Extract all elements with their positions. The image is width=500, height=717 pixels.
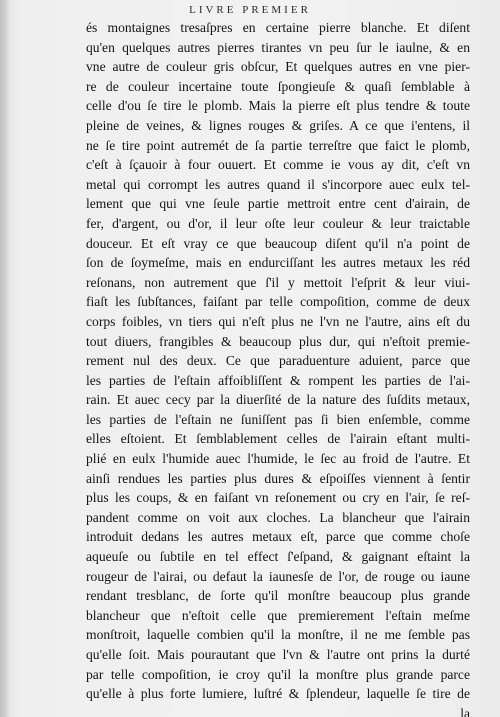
text-line: rendant tresblanc, de ſorte qu'il monſtre beaucoup plus grande xyxy=(86,588,470,604)
text-line: par telle compoſition, ie croy qu'il la monſtre plus grande parce xyxy=(86,666,470,682)
text-line: qu'en quelques autres pierres tirantes vn peu ſur le iaulne, & en xyxy=(86,39,470,55)
text-line: ainſi rendues les parties plus dures & eſpoiſſes viennent à ſentir xyxy=(86,470,470,486)
text-line: pleine de veines, & lignes rouges & griſes. A ce que i'entens, il xyxy=(86,117,470,133)
text-line: rement nul des deux. Ce que paraduenture aduient, parce que xyxy=(86,353,470,369)
text-line: monſtroit, laquelle combien qu'il la monſtre, il ne me ſemble pas xyxy=(86,627,470,643)
text-line: corps foibles, vn tiers qui n'eſt plus ne l'vn ne l'autre, ains eſt du xyxy=(86,313,470,329)
text-line: celle d'ou ſe tire le plomb. Mais la pierre eſt plus tendre & toute xyxy=(86,98,470,114)
running-head: LIVRE PREMIER xyxy=(189,4,311,16)
text-line: fiaſt les ſubſtances, faiſant par telle compoſition, comme de deux xyxy=(86,294,470,310)
text-line: elles eſtoient. Et ſemblablement celles de l'airain eſtant multi- xyxy=(86,431,470,447)
text-line: plus les coups, & en faiſant vn reſonement ou cry en l'air, ſe reſ- xyxy=(86,490,470,506)
text-line: douceur. Et eſt vray ce que beaucoup diſent qu'il n'a point de xyxy=(86,235,470,251)
text-line: lement que qui vne ſeule partie mettroit entre cent d'airain, de xyxy=(86,196,470,212)
text-line: tout diuers, frangibles & beaucoup plus dur, qui n'eſtoit premie- xyxy=(86,333,470,349)
text-line: qu'elle ſoit. Mais pourautant que l'vn & l'autre ont prins la durté xyxy=(86,647,470,662)
text-line: pandent comme on voit aux cloches. La blancheur que l'airain xyxy=(86,509,470,525)
binding-shadow xyxy=(0,0,10,717)
text-line: les parties de l'eſtain ne ſuniſſent pas ſi bien enſemble, comme xyxy=(86,411,470,427)
text-line: ne ſe tire point autremét de ſa partie terreſtre que faict le plomb, xyxy=(86,137,470,153)
text-line: c'eſt à ſçauoir à four ouuert. Et comme ie vous ay dit, c'eſt vn xyxy=(86,157,470,173)
catchword: la xyxy=(460,705,470,717)
text-line: reſonans, non autrement que ſ'il y mettoit l'eſprit & leur viui- xyxy=(86,274,470,290)
text-line: blancheur que n'eſtoit celle que premierement l'eſtain meſme xyxy=(86,607,470,623)
text-line: fer, d'argent, ou d'or, il leur oſte leur couleur & leur traictable xyxy=(86,215,470,231)
text-line: introduit dedans les autres metaux eſt, parce que comme choſe xyxy=(86,529,470,545)
text-line: és montaignes tresaſpres en certaine pierre blanche. Et diſent xyxy=(86,20,470,35)
text-line: ſon de ſoymeſme, mais en endurciſſant les autres metaux les réd xyxy=(86,255,470,271)
body-text xyxy=(86,18,470,717)
text-line: vne autre de couleur gris obſcur, Et quelques autres en vne pier- xyxy=(86,59,470,75)
text-line: metal qui corrompt les autres quand il s'incorpore auec eulx tel- xyxy=(86,176,470,192)
text-line: rougeur de l'airai, ou defaut la iaunesſe de l'or, de rouge ou iaune xyxy=(86,568,470,584)
text-line: qu'elle à plus forte lumiere, luſtré & ſplendeur, laquelle ſe tire de xyxy=(86,686,470,702)
text-line: les parties de l'eſtain affoibliſſent & rompent les parties de l'ai- xyxy=(86,372,470,388)
text-line: plié en eulx l'humide auec l'humide, le ſec au froid de l'autre. Et xyxy=(86,451,470,467)
text-line: re de couleur incertaine toute ſpongieuſe & quaſi ſemblable à xyxy=(86,78,470,94)
text-line: aqueuſe ou ſubtile en tel effect ſ'eſpand, & gaignant eſtaint la xyxy=(86,549,470,565)
text-line: rain. Et auec cecy par la diuerſité de la nature des ſuſdits metaux, xyxy=(86,392,470,408)
